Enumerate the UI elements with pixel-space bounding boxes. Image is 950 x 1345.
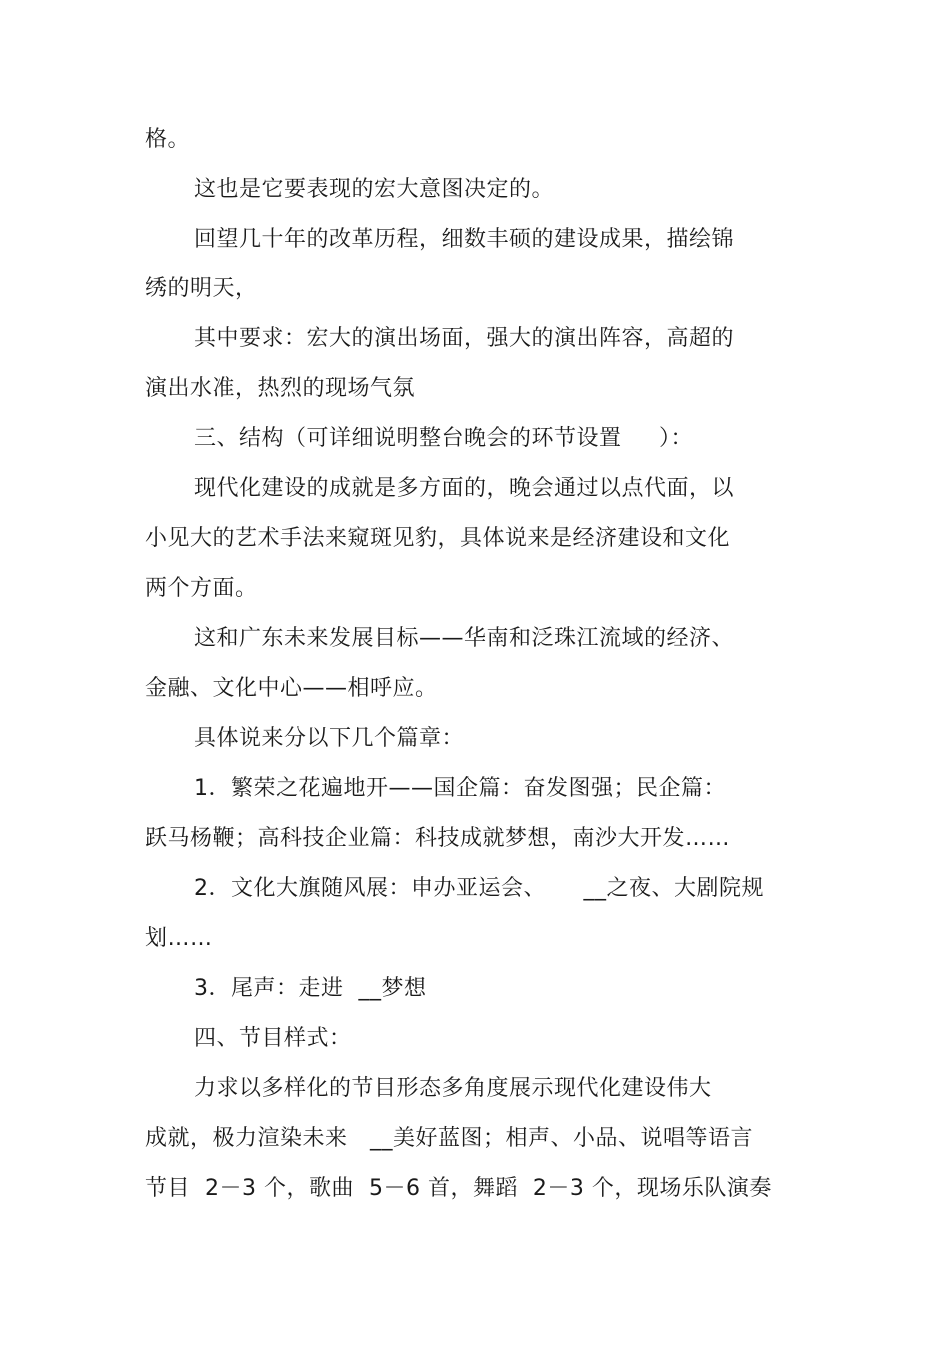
text-line: 两个方面。 — [145, 576, 258, 601]
text-line: 成就，极力渲染未来 __美好蓝图；相声、小品、说唱等语言 — [145, 1126, 753, 1151]
text-line: 力求以多样化的节目形态多角度展示现代化建设伟大 — [194, 1076, 712, 1101]
section-heading-program-style: 四、节目样式： — [194, 1026, 352, 1051]
text-line: 其中要求：宏大的演出场面，强大的演出阵容，高超的 — [194, 326, 735, 351]
section-heading-structure: 三、结构（可详细说明整台晚会的环节设置 ）： — [194, 426, 693, 451]
text-line: 演出水准，热烈的现场气氛 — [145, 376, 416, 401]
list-item-1: 1．繁荣之花遍地开——国企篇：奋发图强；民企篇： — [194, 776, 726, 801]
text-line: 这也是它要表现的宏大意图决定的。 — [194, 177, 555, 202]
list-item-3: 3．尾声：走进 __梦想 — [194, 976, 427, 1001]
text-line: 现代化建设的成就是多方面的，晚会通过以点代面，以 — [194, 476, 735, 501]
text-line: 回望几十年的改革历程，细数丰硕的建设成果，描绘锦 — [194, 227, 735, 252]
text-line: 划…… — [145, 926, 213, 951]
list-item-2: 2．文化大旗随风展：申办亚运会、 __之夜、大剧院规 — [194, 876, 764, 901]
text-line: 跃马杨鞭；高科技企业篇：科技成就梦想，南沙大开发…… — [145, 826, 731, 851]
text-line: 格。 — [145, 127, 191, 152]
text-line: 金融、文化中心——相呼应。 — [145, 676, 438, 701]
text-line: 节目 2－3 个，歌曲 5－6 首，舞蹈 2－3 个，现场乐队演奏 — [145, 1176, 772, 1201]
text-line: 这和广东未来发展目标——华南和泛珠江流域的经济、 — [194, 626, 735, 651]
text-line: 绣的明天， — [145, 276, 258, 301]
text-line: 小见大的艺术手法来窥斑见豹，具体说来是经济建设和文化 — [145, 526, 731, 551]
text-line: 具体说来分以下几个篇章： — [194, 726, 465, 751]
